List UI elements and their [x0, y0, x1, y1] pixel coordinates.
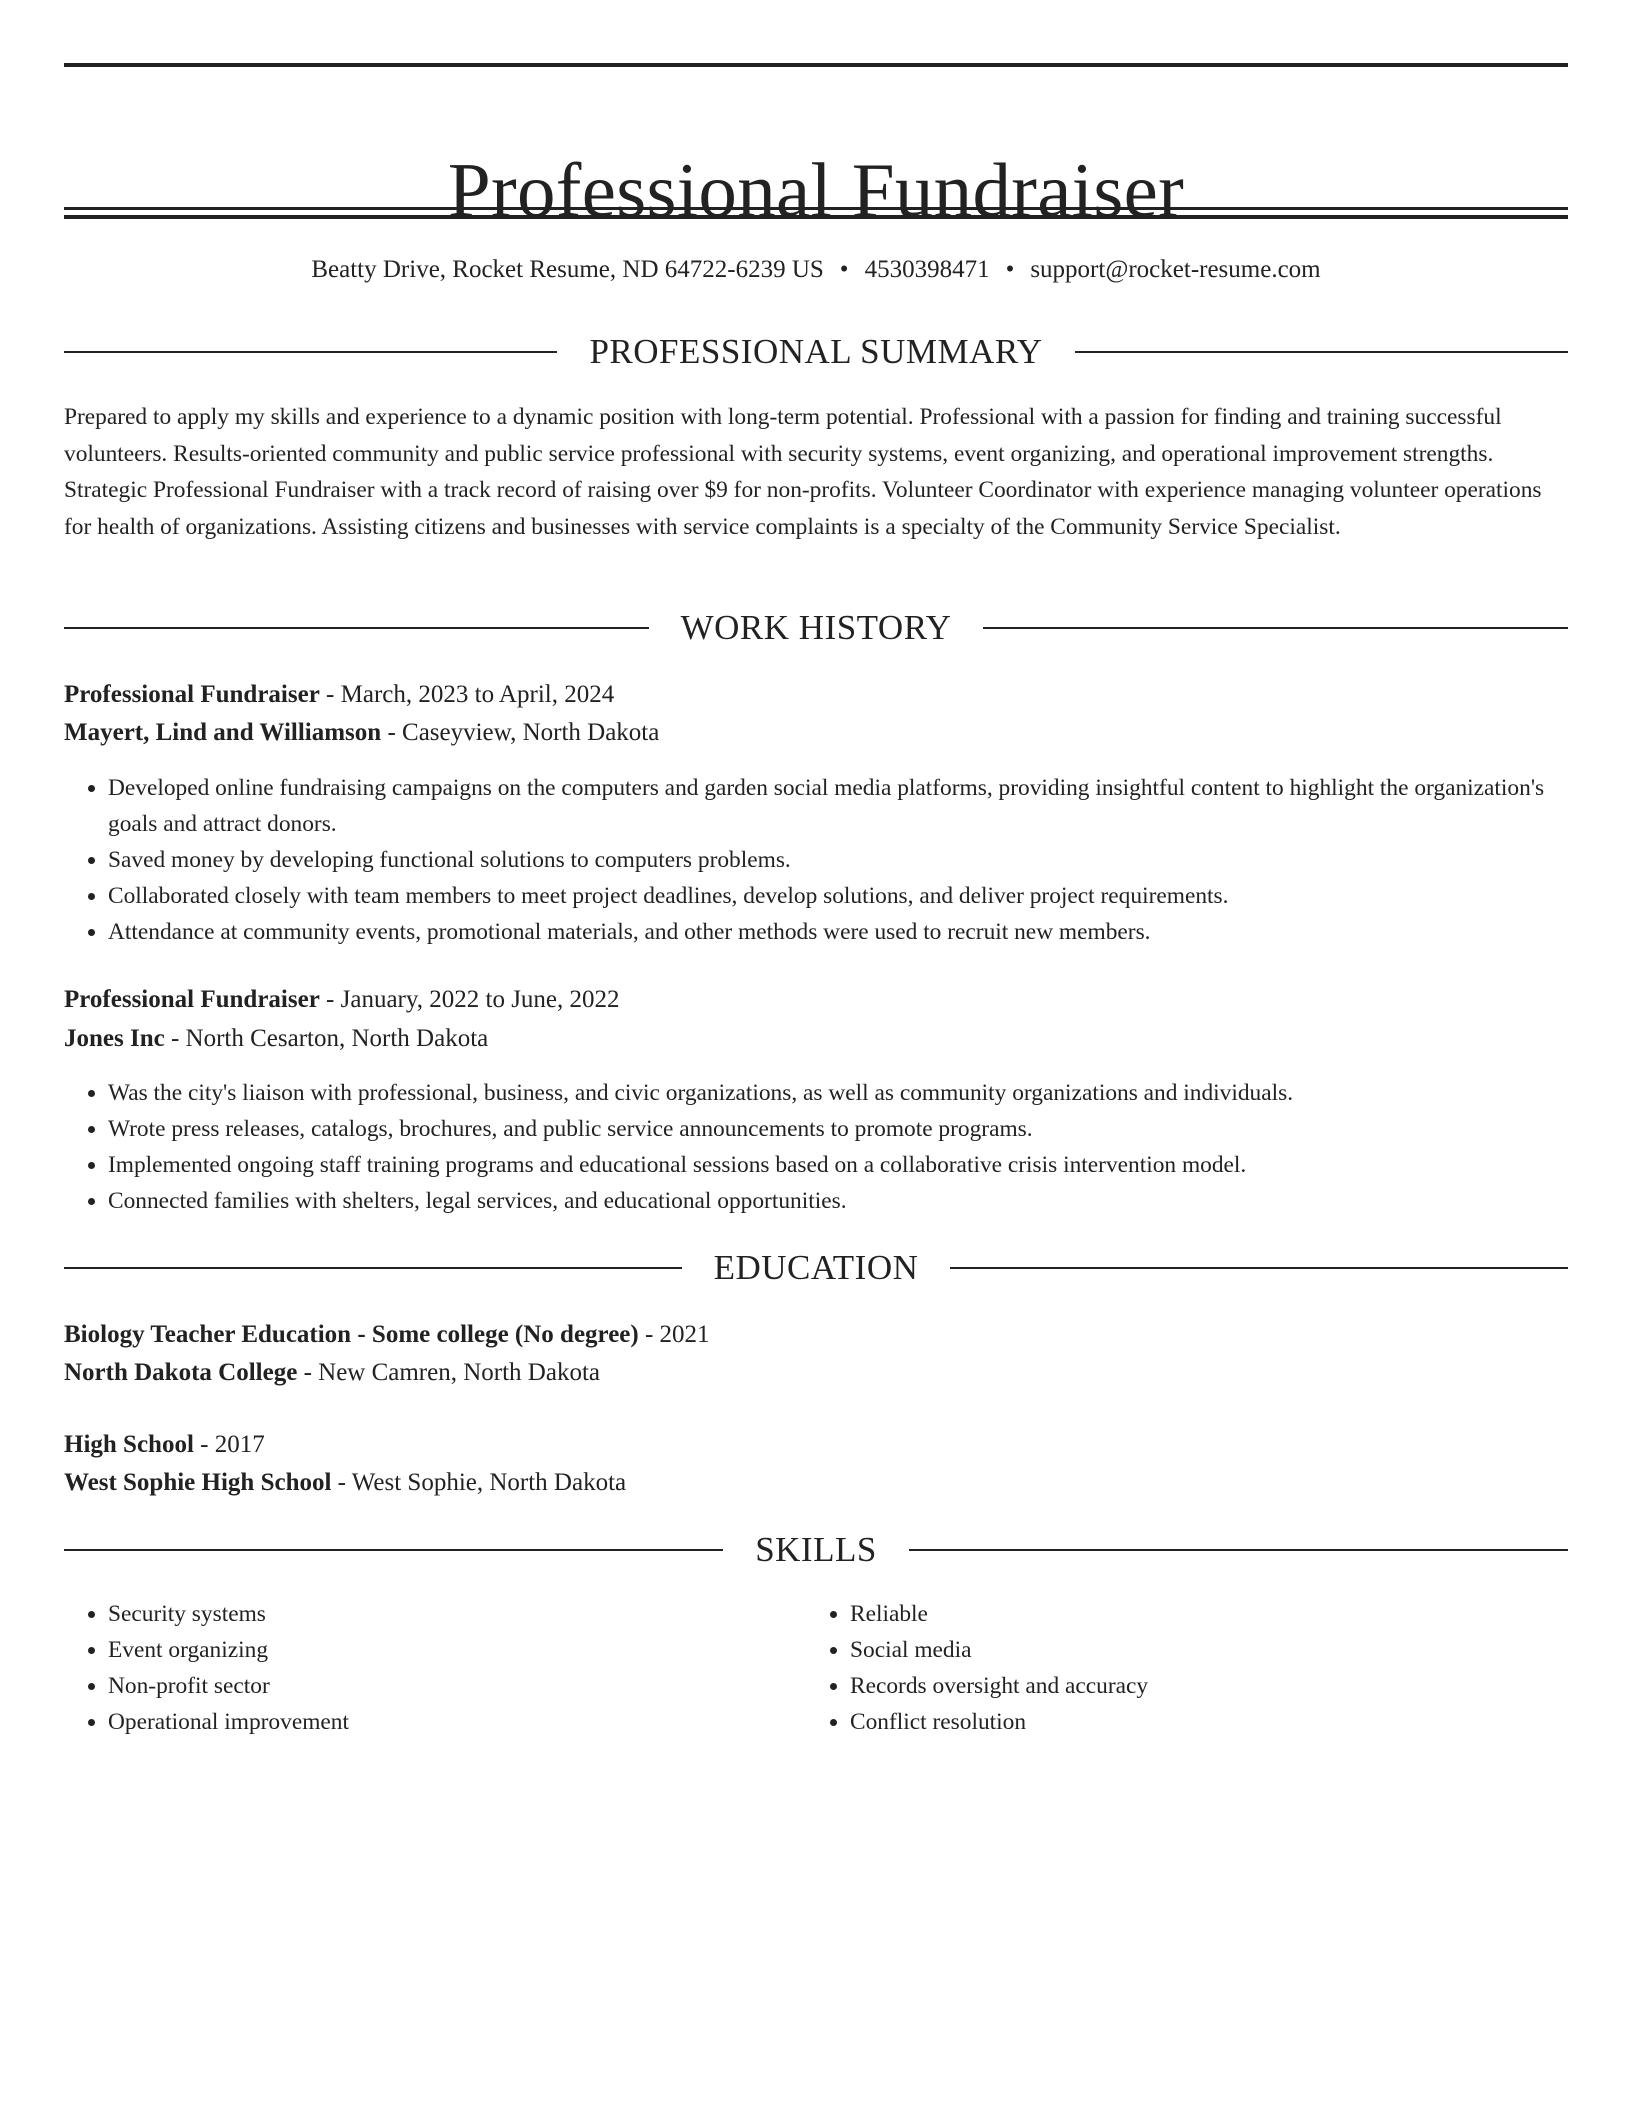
job-2-bullets [64, 1075, 1568, 1219]
job-title: Professional Fundraiser [64, 986, 320, 1013]
edu-school: North Dakota College [64, 1359, 298, 1386]
section-rule-left [64, 1549, 723, 1551]
job-location: - North Cesarton, North Dakota [164, 1025, 489, 1052]
work-section-title: WORK HISTORY [680, 608, 952, 647]
section-rule-left [64, 627, 649, 629]
job-2-title-line [64, 982, 1568, 1018]
edu-1-school-line [64, 1355, 1568, 1391]
section-rule-right [1075, 351, 1568, 353]
job-dates: - January, 2022 to June, 2022 [319, 986, 620, 1013]
contact-separator: • [1005, 256, 1015, 283]
skill-item: • Records oversight and accuracy [850, 1668, 1530, 1704]
skills-section-header [64, 1528, 1568, 1572]
skill-item: • Non-profit sector [108, 1668, 788, 1704]
skill-item: • Social media [850, 1632, 1530, 1668]
job-title: Professional Fundraiser [64, 681, 320, 708]
edu-2-degree-line [64, 1427, 1568, 1463]
job-1-company-line [64, 715, 1568, 751]
list-item: • Attendance at community events, promotional materials, and other methods were used to recruit new members. [108, 914, 1568, 950]
contact-email: support@rocket-resume.com [1030, 256, 1321, 283]
list-item: • Saved money by developing functional solutions to computers problems. [108, 842, 1568, 878]
section-rule-right [983, 627, 1568, 629]
section-rule-right [909, 1549, 1568, 1551]
job-dates: - March, 2023 to April, 2024 [319, 681, 615, 708]
edu-1-degree-line [64, 1317, 1568, 1353]
work-section-header [64, 606, 1568, 650]
skills-section-title: SKILLS [755, 1530, 877, 1569]
edu-school: West Sophie High School [64, 1469, 332, 1496]
top-rule [64, 63, 1568, 67]
job-company: Mayert, Lind and Williamson [64, 719, 382, 746]
edu-2-school-line [64, 1465, 1568, 1501]
edu-year: - 2021 [638, 1321, 710, 1348]
section-rule-right [950, 1267, 1568, 1269]
list-item: • Was the city's liaison with professional, business, and civic organizations, as well as community organizations and individuals. [108, 1075, 1568, 1111]
edu-degree: High School [64, 1431, 194, 1458]
job-location: - Caseyview, North Dakota [381, 719, 660, 746]
skill-item: • Event organizing [108, 1632, 788, 1668]
list-item: • Developed online fundraising campaigns on the computers and garden social media platforms, providing insightful content to highlight the organization's goals and attract donors. [108, 770, 1568, 842]
section-rule-left [64, 1267, 682, 1269]
contact-line [64, 252, 1568, 288]
skill-item: • Conflict resolution [850, 1704, 1530, 1740]
edu-year: - 2017 [193, 1431, 265, 1458]
list-item: • Connected families with shelters, legal services, and educational opportunities. [108, 1183, 1568, 1219]
contact-phone: 4530398471 [864, 256, 990, 283]
skill-item: • Operational improvement [108, 1704, 788, 1740]
header-rule-upper [64, 207, 1568, 210]
contact-address: Beatty Drive, Rocket Resume, ND 64722-6239 US [311, 256, 824, 283]
skills-list-right [806, 1596, 1530, 1740]
edu-location: - West Sophie, North Dakota [331, 1469, 627, 1496]
skills-list-left [64, 1596, 788, 1740]
skill-item: • Reliable [850, 1596, 1530, 1632]
summary-section-header [64, 330, 1568, 374]
header-rule-lower [64, 215, 1568, 219]
education-section-title: EDUCATION [713, 1248, 919, 1287]
list-item: • Collaborated closely with team members to meet project deadlines, develop solutions, and deliver project requirements. [108, 878, 1568, 914]
contact-separator: • [839, 256, 849, 283]
resume-name: Professional Fundraiser [447, 146, 1185, 233]
job-1-title-line [64, 677, 1568, 713]
job-1-bullets [64, 770, 1568, 950]
job-company: Jones Inc [64, 1025, 165, 1052]
summary-section-title: PROFESSIONAL SUMMARY [589, 332, 1043, 371]
section-rule-left [64, 351, 557, 353]
education-section-header [64, 1246, 1568, 1290]
list-item: • Implemented ongoing staff training programs and educational sessions based on a collaborative crisis intervention model. [108, 1147, 1568, 1183]
list-item: • Wrote press releases, catalogs, brochures, and public service announcements to promote programs. [108, 1111, 1568, 1147]
summary-paragraph: Prepared to apply my skills and experience to a dynamic position with long-term potential. Professional with a passion for finding and training successful volunteers. Results-oriented community and public service professional with security systems, event organizing, and operational improvement strengths. Strategic Professional Fundraiser with a track record of raising over $9 for non-profits. Volunteer Coordinator with experience managing volunteer operations for health of organizations. Assisting citizens and businesses with service complaints is a specialty of the Community Service Specialist. [64, 404, 1542, 540]
edu-degree: Biology Teacher Education - Some college (No degree) [64, 1321, 639, 1348]
job-2-company-line [64, 1021, 1568, 1057]
skill-item: • Security systems [108, 1596, 788, 1632]
edu-location: - New Camren, North Dakota [297, 1359, 600, 1386]
